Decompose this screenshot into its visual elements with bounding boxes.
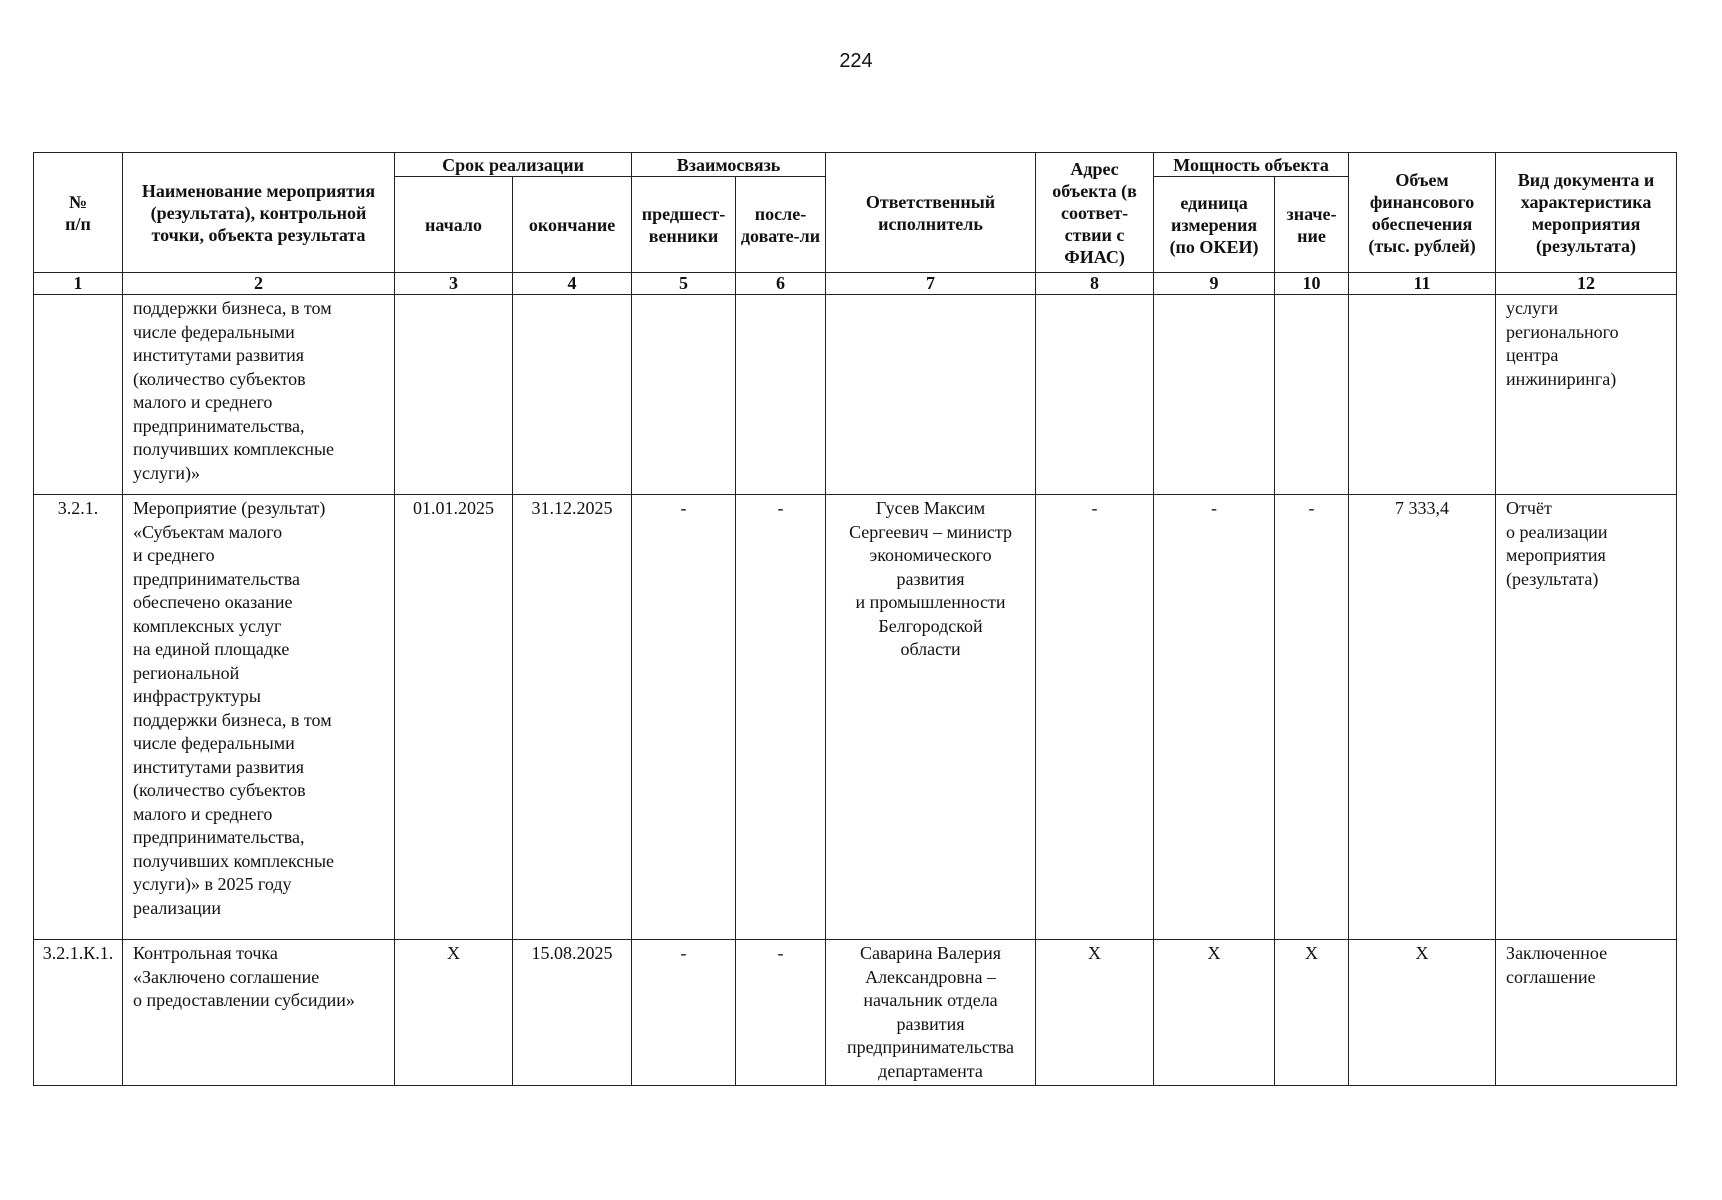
column-number: 2 bbox=[123, 273, 395, 295]
row-responsible bbox=[826, 295, 1036, 495]
column-number: 10 bbox=[1275, 273, 1349, 295]
row-doc: Отчёт о реализации мероприятия (результата) bbox=[1496, 495, 1677, 940]
row-doc: Заключенное соглашение bbox=[1496, 940, 1677, 1086]
row-successors: - bbox=[736, 495, 826, 940]
page-number: 224 bbox=[839, 50, 873, 72]
header-finance: Объем финансового обеспечения (тыс. рублей) bbox=[1349, 153, 1496, 273]
table-row bbox=[34, 495, 1677, 940]
row-finance bbox=[1349, 295, 1496, 495]
row-code: 3.2.1. bbox=[34, 495, 123, 940]
row-end bbox=[513, 295, 632, 495]
column-number: 3 bbox=[395, 273, 513, 295]
header-start: начало bbox=[395, 177, 513, 273]
row-value: X bbox=[1275, 940, 1349, 1086]
row-predecessors bbox=[632, 295, 736, 495]
header-successors: после-довате-ли bbox=[736, 177, 826, 273]
column-number: 9 bbox=[1154, 273, 1275, 295]
row-name: Мероприятие (результат) «Субъектам малого и среднего предпринимательства обеспечено оказание комплексных услуг на единой площадке региональной инфраструктуры поддержки бизнеса, в том числе федеральными институтами развития (количество субъектов малого и среднего предпринимательства, получивших комплексные услуги)» в 2025 году реализации bbox=[123, 495, 395, 940]
header-doc-type: Вид документа и характеристика мероприятия (результата) bbox=[1496, 153, 1677, 273]
row-successors bbox=[736, 295, 826, 495]
header-name: Наименование мероприятия (результата), контрольной точки, объекта результата bbox=[123, 153, 395, 273]
header-predecessors: предшест-венники bbox=[632, 177, 736, 273]
row-responsible: Саварина Валерия Александровна – начальник отдела развития предпринимательства департамента bbox=[826, 940, 1036, 1086]
header-unit: единица измерения (по ОКЕИ) bbox=[1154, 177, 1275, 273]
row-successors: - bbox=[736, 940, 826, 1086]
row-end: 15.08.2025 bbox=[513, 940, 632, 1086]
column-number: 8 bbox=[1036, 273, 1154, 295]
column-number: 7 bbox=[826, 273, 1036, 295]
row-address: - bbox=[1036, 495, 1154, 940]
column-number: 11 bbox=[1349, 273, 1496, 295]
header-responsible: Ответственный исполнитель bbox=[826, 153, 1036, 273]
header-link-group: Взаимосвязь bbox=[632, 153, 826, 177]
column-number: 12 bbox=[1496, 273, 1677, 295]
column-number: 5 bbox=[632, 273, 736, 295]
row-address: X bbox=[1036, 940, 1154, 1086]
column-number-row bbox=[34, 273, 1677, 295]
row-end: 31.12.2025 bbox=[513, 495, 632, 940]
header-period-group: Срок реализации bbox=[395, 153, 632, 177]
header-end: окончание bbox=[513, 177, 632, 273]
activities-table bbox=[33, 152, 1677, 1086]
column-number: 1 bbox=[34, 273, 123, 295]
row-code bbox=[34, 295, 123, 495]
column-number: 6 bbox=[736, 273, 826, 295]
row-start bbox=[395, 295, 513, 495]
row-start: 01.01.2025 bbox=[395, 495, 513, 940]
row-address bbox=[1036, 295, 1154, 495]
row-unit bbox=[1154, 295, 1275, 495]
header-row-top bbox=[34, 153, 1677, 177]
row-value: - bbox=[1275, 495, 1349, 940]
header-capacity-group: Мощность объекта bbox=[1154, 153, 1349, 177]
row-value bbox=[1275, 295, 1349, 495]
header-value: значе-ние bbox=[1275, 177, 1349, 273]
header-num: № п/п bbox=[34, 153, 123, 273]
row-unit: - bbox=[1154, 495, 1275, 940]
row-unit: X bbox=[1154, 940, 1275, 1086]
column-number: 4 bbox=[513, 273, 632, 295]
table-row bbox=[34, 940, 1677, 1086]
row-doc: услуги регионального центра инжиниринга) bbox=[1496, 295, 1677, 495]
row-responsible: Гусев Максим Сергеевич – министр экономического развития и промышленности Белгородской области bbox=[826, 495, 1036, 940]
row-code: 3.2.1.К.1. bbox=[34, 940, 123, 1086]
row-start: X bbox=[395, 940, 513, 1086]
header-address: Адрес объекта (в соответ-ствии с ФИАС) bbox=[1036, 153, 1154, 273]
row-finance: X bbox=[1349, 940, 1496, 1086]
row-predecessors: - bbox=[632, 495, 736, 940]
table-row bbox=[34, 295, 1677, 495]
row-name: Контрольная точка «Заключено соглашение о предоставлении субсидии» bbox=[123, 940, 395, 1086]
row-predecessors: - bbox=[632, 940, 736, 1086]
row-finance: 7 333,4 bbox=[1349, 495, 1496, 940]
row-name: поддержки бизнеса, в том числе федеральными институтами развития (количество субъектов малого и среднего предпринимательства, получивших комплексные услуги)» bbox=[123, 295, 395, 495]
